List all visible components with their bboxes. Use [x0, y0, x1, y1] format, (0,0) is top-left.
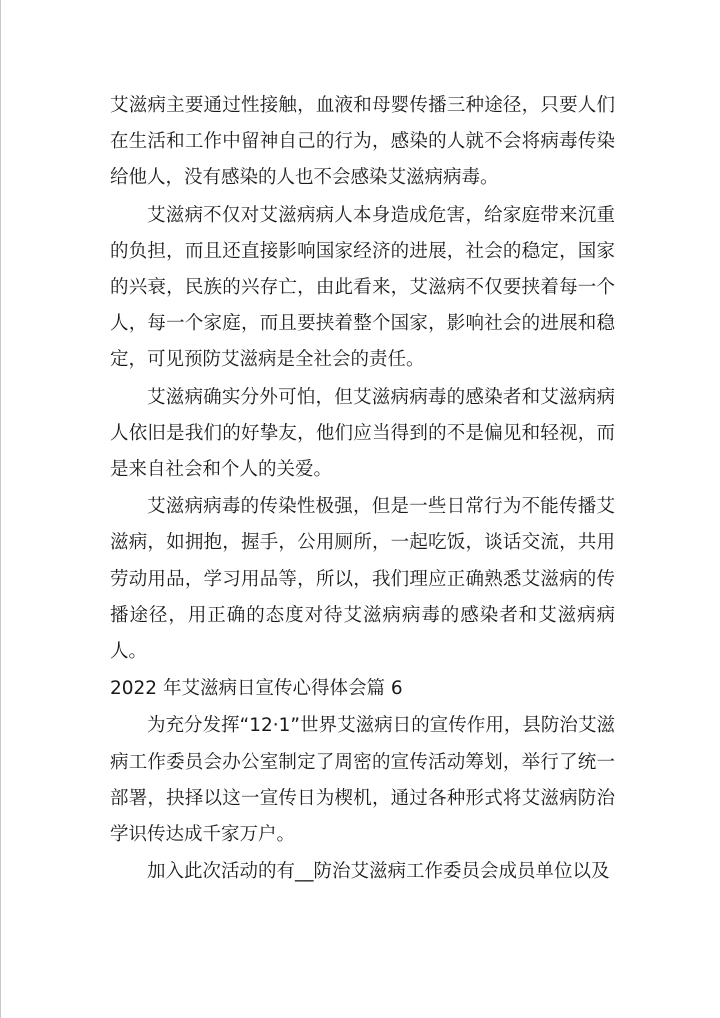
paragraph-4: 艾滋病病毒的传染性极强，但是一些日常行为不能传播艾滋病，如拥抱，握手，公用厕所，一起吃饭，谈话交流，共用劳动用品，学习用品等，所以，我们理应正确熟悉艾滋病的传播途径，用正确的态度对待艾滋病病毒的感染者和艾滋病病人。 — [110, 496, 615, 663]
paragraph-6: 加入此次活动的有__防治艾滋病工作委员会成员单位以及 — [147, 861, 610, 883]
paragraph-5: 为充分发挥“12·1”世界艾滋病日的宣传作用，县防治艾滋病工作委员会办公室制定了周密的宣传活动筹划，举行了统一部署，抉择以这一宣传日为楔机，通过各种形式将艾滋病防治学识传达成千家万户。 — [110, 715, 615, 846]
paragraph-3: 艾滋病确实分外可怕，但艾滋病病毒的感染者和艾滋病病人依旧是我们的好挚友，他们应当得到的不是偏见和轻视，而是来自社会和个人的关爱。 — [110, 386, 615, 481]
section-title: 2022 年艾滋病日宣传心得体会篇 6 — [110, 678, 403, 700]
document-body — [110, 88, 615, 891]
paragraph-2: 艾滋病不仅对艾滋病病人本身造成危害，给家庭带来沉重的负担，而且还直接影响国家经济的进展，社会的稳定，国家的兴衰，民族的兴存亡，由此看来，艾滋病不仅要挟着每一个人，每一个家庭，而且要挟着整个国家，影响社会的进展和稳定，可见预防艾滋病是全社会的责任。 — [110, 204, 615, 371]
paragraph-1: 艾滋病主要通过性接触，血液和母婴传播三种途径，只要人们在生活和工作中留神自己的行为，感染的人就不会将病毒传染给他人，没有感染的人也不会感染艾滋病病毒。 — [110, 95, 615, 189]
page-left-border — [0, 0, 1, 1018]
